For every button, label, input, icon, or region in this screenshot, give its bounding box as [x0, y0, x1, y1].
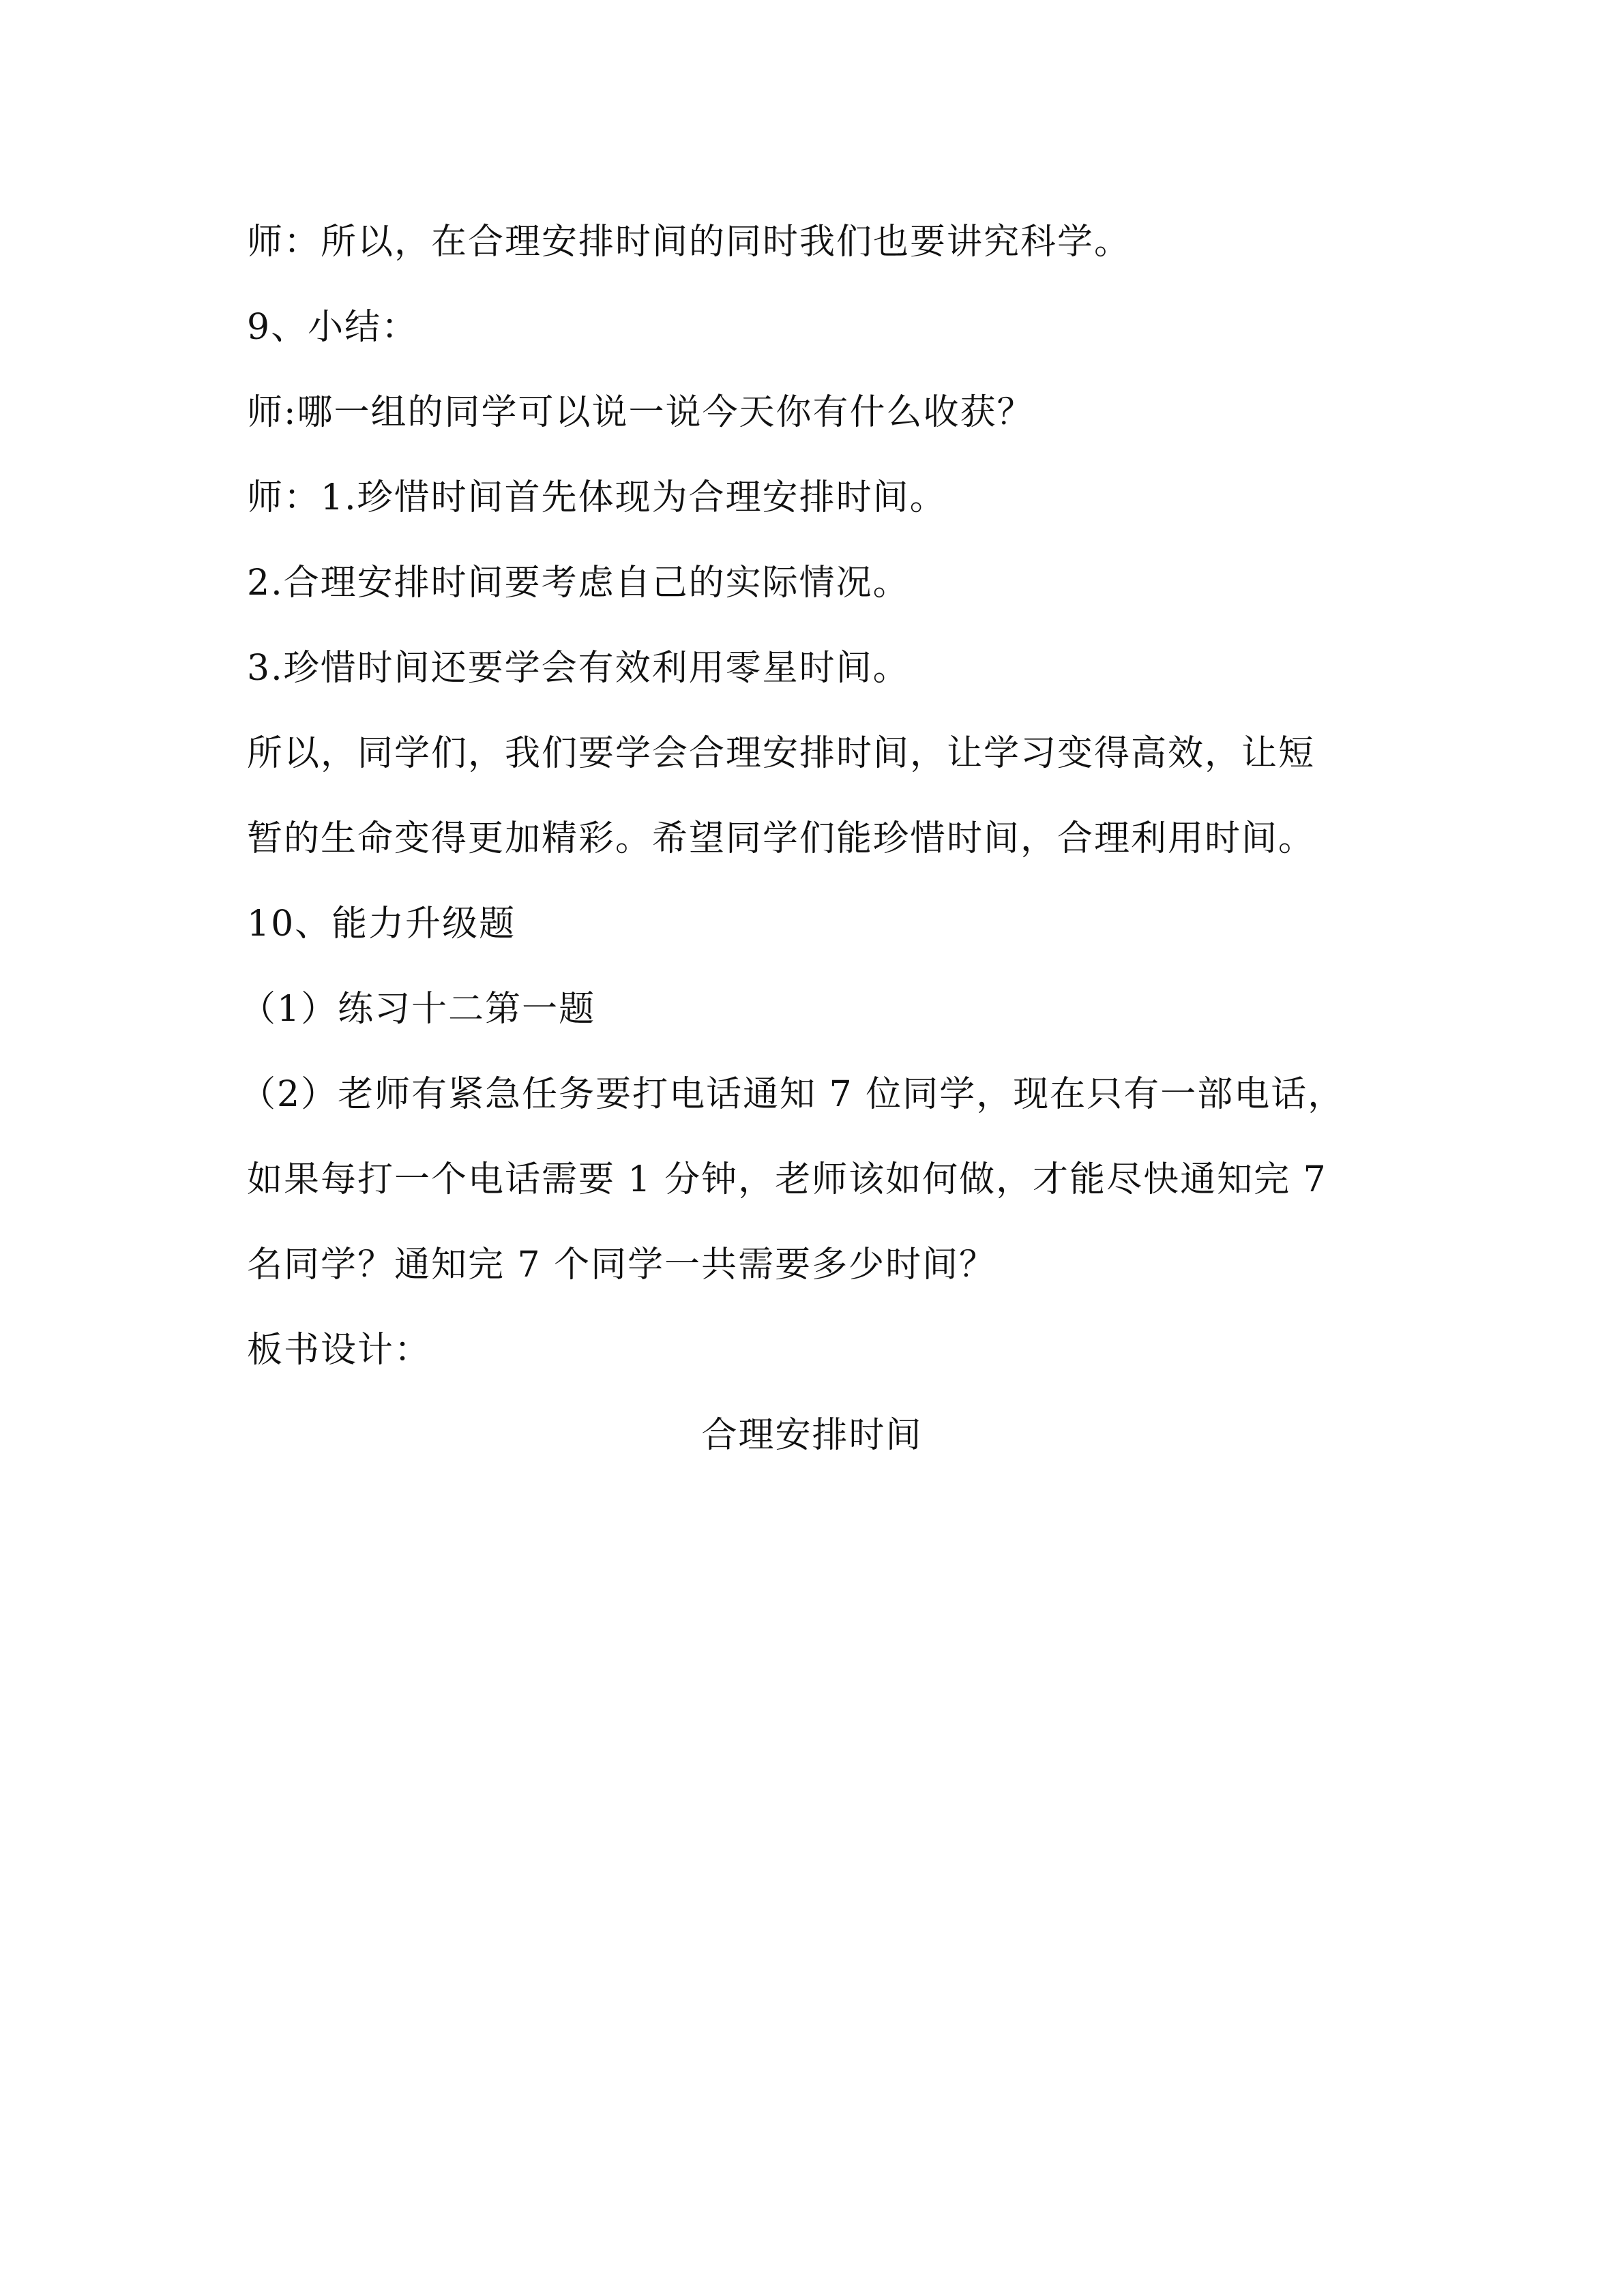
text-line-exercise-2a: （2）老师有紧急任务要打电话通知 7 位同学，现在只有一部电话，: [240, 1074, 1345, 1115]
text-line-exercise-2b: 如果每打一个电话需要 1 分钟，老师该如何做，才能尽快通知完 7: [247, 1159, 1327, 1200]
text-line-exercise-2c: 名同学？通知完 7 个同学一共需要多少时间？: [247, 1244, 996, 1285]
section-heading-board-design: 板书设计：: [247, 1330, 432, 1371]
board-title: 合理安排时间: [701, 1415, 923, 1456]
section-heading-summary: 9、小结：: [247, 307, 419, 348]
text-line-point-2: 2.合理安排时间要考虑自己的实际情况。: [247, 563, 910, 603]
section-heading-exercises: 10、能力升级题: [247, 904, 516, 944]
text-line-conclusion-1: 所以，同学们，我们要学会合理安排时间，让学习变得高效，让短: [247, 733, 1316, 774]
text-line-point-3: 3.珍惜时间还要学会有效利用零星时间。: [247, 648, 910, 689]
text-line-teacher-question: 师:哪一组的同学可以说一说今天你有什么收获？: [247, 392, 1034, 433]
text-line-conclusion-2: 暂的生命变得更加精彩。希望同学们能珍惜时间，合理利用时间。: [247, 818, 1316, 859]
text-line-exercise-1: （1）练习十二第一题: [240, 989, 596, 1030]
text-line-teacher-summary: 师：所以，在合理安排时间的同时我们也要讲究科学。: [247, 222, 1132, 263]
text-line-point-1: 师：1.珍惜时间首先体现为合理安排时间。: [247, 477, 947, 518]
